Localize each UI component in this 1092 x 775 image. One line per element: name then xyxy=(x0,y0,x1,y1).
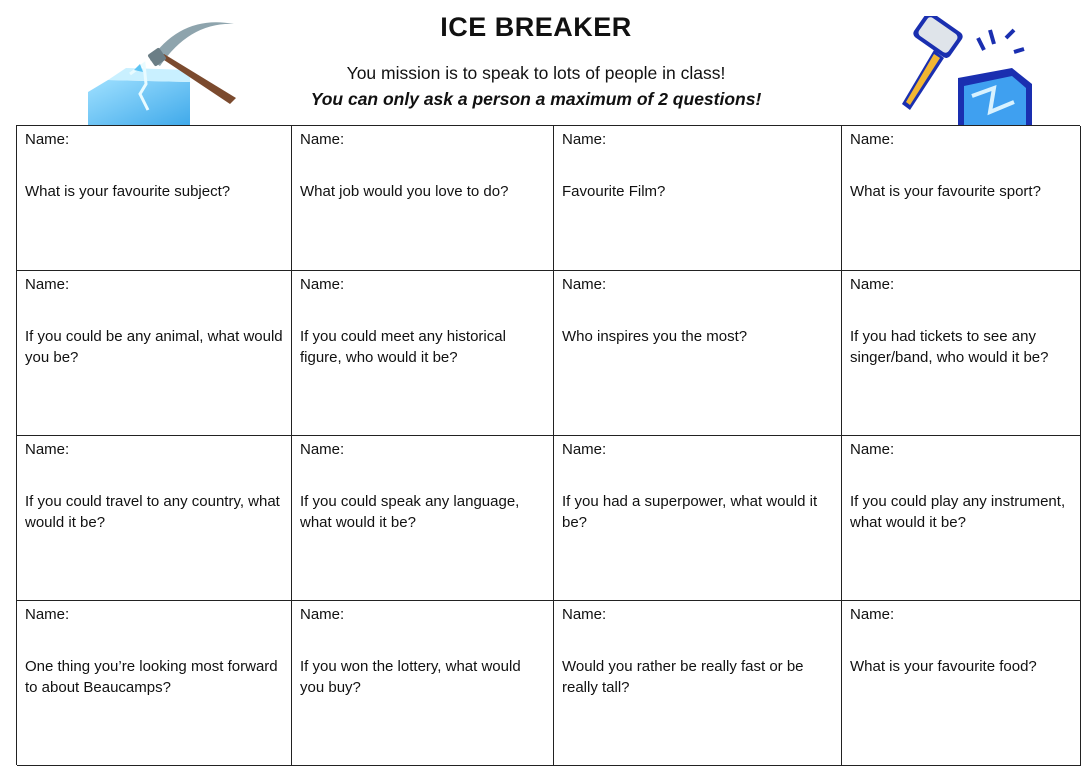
rule-text: You can only ask a person a maximum of 2 questions! xyxy=(310,89,762,109)
page-title: ICE BREAKER xyxy=(440,12,632,42)
grid-cell xyxy=(292,601,554,766)
name-label: Name: xyxy=(300,276,345,293)
name-label: Name: xyxy=(300,606,345,623)
question-text: Would you rather be really fast or be really tall? xyxy=(562,658,804,696)
question-text: One thing you’re looking most forward to about Beaucamps? xyxy=(25,658,278,696)
question-text: What is your favourite sport? xyxy=(850,183,1041,200)
grid-cell xyxy=(842,126,1081,271)
grid-cell xyxy=(292,436,554,601)
name-label: Name: xyxy=(25,131,70,148)
question-text: If you could speak any language, what would it be? xyxy=(300,493,520,531)
question-text: If you could meet any historical figure, who would it be? xyxy=(300,328,506,366)
grid-cell xyxy=(17,436,292,601)
question-text: If you could travel to any country, what would it be? xyxy=(25,493,280,531)
grid-cell xyxy=(554,436,842,601)
grid-cell xyxy=(17,601,292,766)
name-label: Name: xyxy=(25,606,70,623)
grid-cell xyxy=(842,436,1081,601)
question-text: What job would you love to do? xyxy=(300,183,509,200)
name-label: Name: xyxy=(25,276,70,293)
name-label: Name: xyxy=(562,276,607,293)
grid-cell xyxy=(292,271,554,436)
question-text: What is your favourite food? xyxy=(850,658,1037,675)
question-text: If you could be any animal, what would you be? xyxy=(25,328,283,366)
name-label: Name: xyxy=(850,131,895,148)
name-label: Name: xyxy=(850,441,895,458)
question-grid xyxy=(16,125,1080,765)
name-label: Name: xyxy=(562,131,607,148)
grid-cell xyxy=(842,271,1081,436)
mission-text: You mission is to speak to lots of people in class! xyxy=(346,63,726,83)
grid-cell xyxy=(842,601,1081,766)
name-label: Name: xyxy=(562,606,607,623)
question-text: If you had a superpower, what would it be? xyxy=(562,493,818,531)
grid-cell xyxy=(554,271,842,436)
name-label: Name: xyxy=(300,441,345,458)
name-label: Name: xyxy=(850,606,895,623)
grid-cell xyxy=(17,126,292,271)
question-text: If you had tickets to see any singer/band, who would it be? xyxy=(850,328,1049,366)
question-text: Favourite Film? xyxy=(562,183,666,200)
name-label: Name: xyxy=(300,131,345,148)
grid-cell xyxy=(17,271,292,436)
grid-cell xyxy=(292,126,554,271)
pickaxe-ice-icon xyxy=(86,14,238,126)
question-text: Who inspires you the most? xyxy=(562,328,748,345)
hammer-ice-icon xyxy=(894,16,1040,126)
grid-cell xyxy=(554,601,842,766)
question-text: If you won the lottery, what would you buy? xyxy=(300,658,521,696)
name-label: Name: xyxy=(25,441,70,458)
grid-cell xyxy=(554,126,842,271)
question-text: If you could play any instrument, what would it be? xyxy=(850,493,1066,531)
name-label: Name: xyxy=(850,276,895,293)
question-text: What is your favourite subject? xyxy=(25,183,231,200)
name-label: Name: xyxy=(562,441,607,458)
